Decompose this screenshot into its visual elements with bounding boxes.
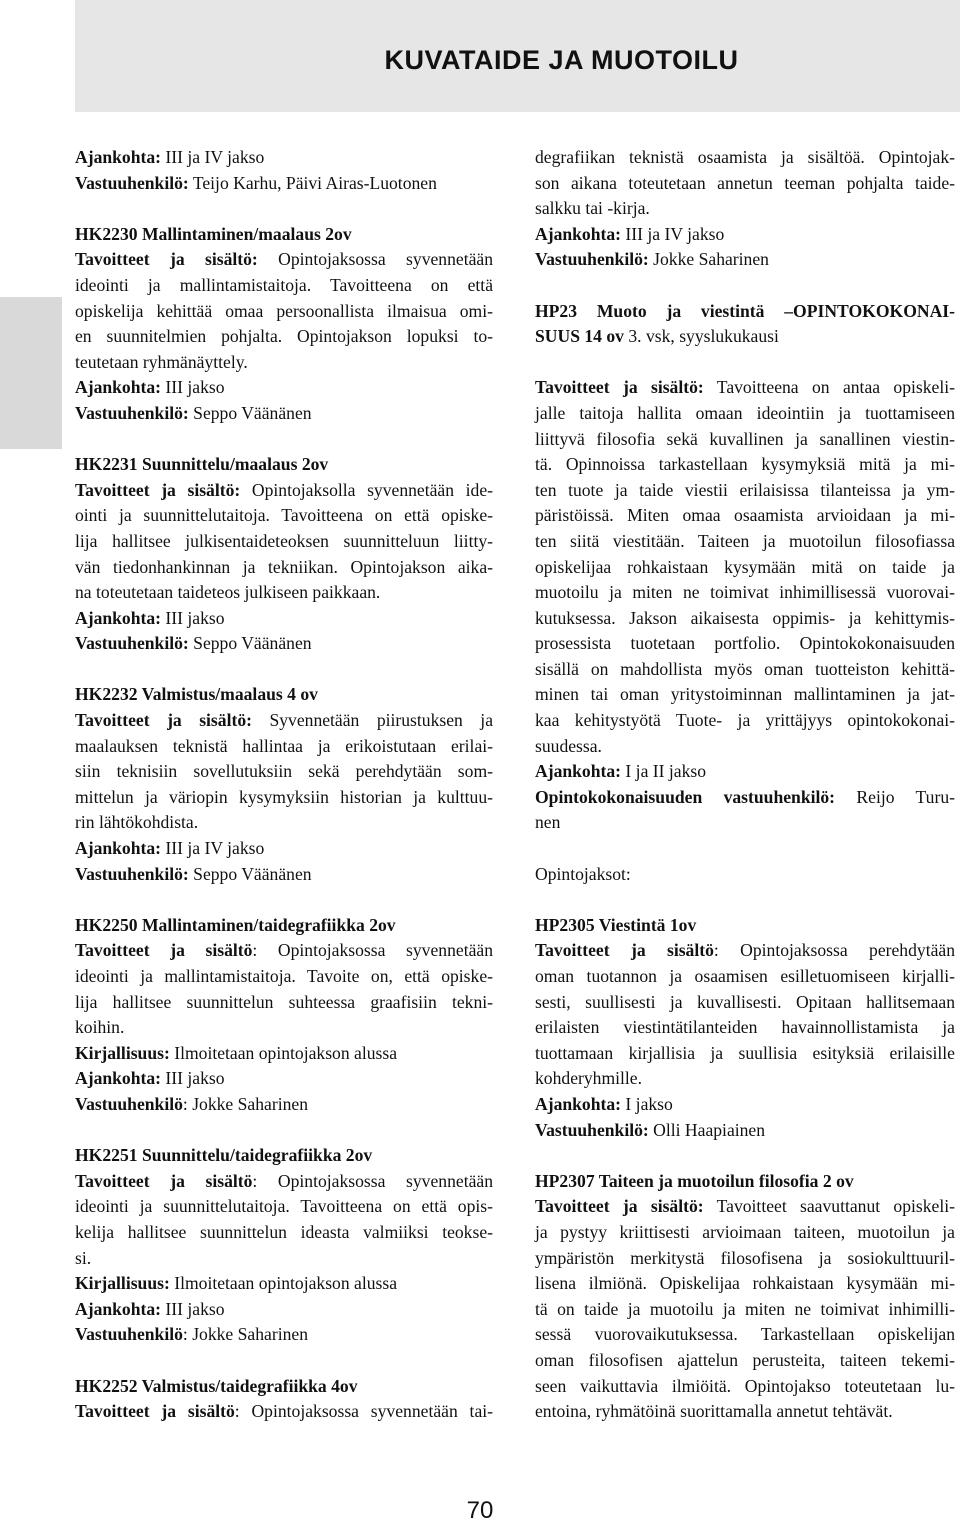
bold-label: Ajankohta: xyxy=(75,377,162,398)
text-line xyxy=(535,1374,955,1400)
paragraph-gap xyxy=(75,196,493,222)
bold-label: Ajankohta: xyxy=(75,147,162,167)
line-text: ten siitä viestitään. Taiteen ja muotoilun filosofiassa xyxy=(535,530,955,551)
text-line xyxy=(535,478,955,504)
line-text: opiskelija kehittää omaa persoonallista ilmaisua omi- xyxy=(75,300,493,321)
bold-label: HK2252 Valmistus/taidegrafiikka 4ov xyxy=(75,1375,358,1396)
line-text: Ilmoitetaan opintojakson alussa xyxy=(169,1042,398,1063)
text-line xyxy=(535,580,955,606)
text-line xyxy=(75,452,493,478)
bold-label: Tavoitteet ja sisältö: xyxy=(75,710,252,731)
line-text: lija hallitsee julkisentaideteoksen suunnitteluun liitty- xyxy=(75,530,493,551)
bold-label: HP2307 Taiteen ja muotoilun filosofia 2 ov xyxy=(535,1170,854,1191)
line-text: vän tiedonhankinnan ja tekniikan. Opintojakson aika- xyxy=(75,556,493,577)
side-tab-marker xyxy=(0,297,62,449)
text-line xyxy=(535,1169,955,1195)
text-line xyxy=(75,375,493,401)
bold-label: Vastuuhenkilö: xyxy=(75,633,189,654)
bold-label: Tavoitteet ja sisältö xyxy=(535,940,714,961)
text-line xyxy=(535,631,955,657)
paragraph-gap xyxy=(535,350,955,376)
bold-label: Vastuuhenkilö: xyxy=(75,402,189,423)
line-text: liittyvä filosofia sekä kuvallinen ja sanallinen viestin- xyxy=(535,428,955,449)
line-text: III jakso xyxy=(161,607,225,628)
line-text: Reijo Turu- xyxy=(835,786,955,807)
line-text: teutetaan ryhmänäyttely. xyxy=(75,351,248,372)
text-line xyxy=(535,657,955,683)
text-line xyxy=(75,759,493,785)
right-column xyxy=(535,145,955,1425)
line-text: oman tuotannon ja osaamisen esilletuomiseen kirjalli- xyxy=(535,966,955,986)
text-line xyxy=(75,1374,493,1400)
line-text: lisena ilmiönä. Opiskelijaa rohkaistaan kysymään mi- xyxy=(535,1273,955,1294)
text-line xyxy=(535,913,955,939)
line-text: entoina, ryhmätöinä suorittamalla annetut tehtävät. xyxy=(535,1401,893,1422)
line-text: Seppo Väänänen xyxy=(188,402,312,423)
line-text: sisällä on mahdollista myös oman tuotteiston kehittä- xyxy=(535,658,955,679)
line-text: Syvennetään piirustuksen ja xyxy=(251,710,494,731)
text-line xyxy=(75,708,493,734)
line-text: sessä vuorovaikutuksessa. Tarkastellaan opiskelijan xyxy=(535,1324,955,1345)
bold-label: HK2250 Mallintaminen/taidegrafiikka 2ov xyxy=(75,914,396,935)
text-line xyxy=(75,1041,493,1067)
text-line xyxy=(75,580,493,606)
bold-label: SUUS 14 ov xyxy=(535,326,624,347)
text-line xyxy=(535,682,955,708)
text-line xyxy=(535,1348,955,1374)
text-line xyxy=(535,759,955,785)
bold-label: HK2251 Suunnittelu/taidegrafiikka 2ov xyxy=(75,1145,373,1166)
line-text: salkku tai -kirja. xyxy=(535,198,650,219)
text-line xyxy=(75,222,493,248)
bold-label: Ajankohta: xyxy=(75,1298,162,1319)
text-line xyxy=(535,734,955,760)
page-header xyxy=(75,0,960,112)
line-text: päristöissä. Miten omaa osaamista arvioidaan ja mi- xyxy=(535,505,955,526)
text-line xyxy=(535,145,955,171)
line-text: : Opintojaksossa syvennetään xyxy=(252,1170,493,1191)
line-text: III ja IV jakso xyxy=(621,223,725,244)
bold-label: Tavoitteet ja sisältö: xyxy=(75,479,241,500)
line-text: jalle taitoja hallita omaan ideointiin ja tuottamiseen xyxy=(535,402,955,423)
line-text: ten tuote ja taide viestii erilaisissa tilanteissa ja ym- xyxy=(535,479,955,500)
line-text: Seppo Väänänen xyxy=(188,863,312,884)
text-line xyxy=(75,1092,493,1118)
text-line xyxy=(535,1092,955,1118)
line-text: Tavoitteet saavuttanut opiskeli- xyxy=(703,1196,956,1217)
line-text: ympäristön merkitystä filosofisena ja sosiokulttuuril- xyxy=(535,1247,955,1268)
text-line xyxy=(535,990,955,1016)
line-text: tä. Opinnoissa tarkastellaan kysymyksiä mitä ja mi- xyxy=(535,454,955,475)
page-number: 70 xyxy=(466,1497,494,1524)
bold-label: HP2305 Viestintä 1ov xyxy=(535,914,697,935)
line-text: son aikana toteutetaan annetun teeman pohjalta taide- xyxy=(535,172,955,193)
line-text: Seppo Väänänen xyxy=(188,633,312,654)
line-text: erilaisten viestintätilanteiden havainnollistamista ja xyxy=(535,1017,955,1038)
text-line xyxy=(535,1220,955,1246)
paragraph-gap xyxy=(535,836,955,862)
text-line xyxy=(535,964,955,990)
bold-label: Vastuuhenkilö: xyxy=(75,863,189,884)
text-line xyxy=(535,427,955,453)
bold-label: Ajankohta: xyxy=(535,223,622,244)
page-title: KUVATAIDE JA MUOTOILU xyxy=(384,45,739,75)
line-text: suudessa. xyxy=(535,735,602,756)
bold-label: Vastuuhenkilö: xyxy=(535,1119,649,1140)
text-line xyxy=(75,1220,493,1246)
line-text: ja pystyy kriittisesti arvioimaan taiteen, muotoilun ja xyxy=(535,1221,955,1242)
text-line xyxy=(535,247,955,273)
line-text: : Jokke Saharinen xyxy=(182,1324,308,1345)
paragraph-gap xyxy=(75,887,493,913)
text-line xyxy=(535,1271,955,1297)
line-text: siin teknisiin sovellutuksiin sekä perehdytään som- xyxy=(75,761,493,782)
line-text: III jakso xyxy=(161,1298,225,1319)
line-text: Tavoitteena on antaa opiskeli- xyxy=(703,377,955,398)
line-text: rin lähtökohdista. xyxy=(75,812,199,833)
paragraph-gap xyxy=(75,1348,493,1374)
line-text: III ja IV jakso xyxy=(161,838,265,859)
line-text: tuottamaan kirjallisia ja suullisia esityksiä erilaisille xyxy=(535,1042,955,1063)
line-text: Opintojaksossa syvennetään xyxy=(257,249,493,270)
text-line xyxy=(535,1041,955,1067)
text-line xyxy=(75,682,493,708)
line-text: ideointi ja mallintamistaitoja. Tavoitteena on että xyxy=(75,274,493,295)
text-line xyxy=(535,708,955,734)
line-text: prosessista tuotetaan portfolio. Opintokokonaisuuden xyxy=(535,633,955,654)
bold-label: Opintokokonaisuuden vastuuhenkilö: xyxy=(535,786,836,807)
text-line xyxy=(535,529,955,555)
paragraph-gap xyxy=(75,657,493,683)
text-line xyxy=(535,196,955,222)
text-line xyxy=(535,1118,955,1144)
bold-label: HK2232 Valmistus/maalaus 4 ov xyxy=(75,684,318,705)
text-line xyxy=(535,810,955,836)
line-text: : Opintojaksossa syvennetään xyxy=(252,940,493,961)
bold-label: Vastuuhenkilö xyxy=(75,1093,183,1114)
text-line xyxy=(75,171,493,197)
text-line xyxy=(75,1169,493,1195)
line-text: en suunnitelmien pohjalta. Opintojakson lopuksi to- xyxy=(75,326,493,347)
line-text: kelija hallitsee suunnittelun ideasta valmiiksi teokse- xyxy=(75,1221,493,1242)
text-line xyxy=(75,810,493,836)
line-text: opiskelijaa rohkaistaan kysymään mitä on taide ja xyxy=(535,556,955,577)
line-text: sesti, suullisesti ja kuvallisesti. Opitaan hallitsemaan xyxy=(535,991,955,1012)
text-line xyxy=(75,938,493,964)
line-text: kohderyhmille. xyxy=(535,1068,643,1089)
paragraph-gap xyxy=(75,427,493,453)
bold-label: Vastuuhenkilö: xyxy=(75,172,189,193)
text-line xyxy=(75,324,493,350)
bold-label: Kirjallisuus: xyxy=(75,1273,170,1294)
line-text: koihin. xyxy=(75,1017,125,1038)
text-line xyxy=(75,299,493,325)
line-text: III ja IV jakso xyxy=(161,147,265,167)
line-text: kaa kehitystyötä Tuote- ja yrittäjyys opintokokonai- xyxy=(535,710,955,731)
bold-label: Vastuuhenkilö xyxy=(75,1324,183,1345)
line-text: Olli Haapiainen xyxy=(648,1119,766,1140)
text-line xyxy=(535,375,955,401)
text-line xyxy=(75,1322,493,1348)
line-text: : Opintojaksossa syvennetään tai- xyxy=(234,1401,493,1422)
text-line xyxy=(75,734,493,760)
line-text: : Jokke Saharinen xyxy=(182,1093,308,1114)
text-line xyxy=(535,171,955,197)
text-line xyxy=(75,1015,493,1041)
text-line xyxy=(75,990,493,1016)
line-text: III jakso xyxy=(161,377,225,398)
line-text: ointi ja suunnittelutaitoja. Tavoitteena on että opiske- xyxy=(75,505,493,526)
line-text: I ja II jakso xyxy=(621,761,707,782)
text-line xyxy=(535,299,955,325)
line-text: : Opintojaksossa perehdytään xyxy=(713,940,956,961)
text-line xyxy=(535,606,955,632)
text-line xyxy=(535,222,955,248)
text-line xyxy=(535,862,955,888)
line-text: Teijo Karhu, Päivi Airas-Luotonen xyxy=(188,172,437,193)
line-text: Opintojaksolla syvennetään ide- xyxy=(240,479,494,500)
text-line xyxy=(75,1271,493,1297)
bold-label: Tavoitteet ja sisältö: xyxy=(75,249,258,270)
bold-label: Ajankohta: xyxy=(535,1093,622,1114)
text-line xyxy=(75,862,493,888)
text-line xyxy=(535,503,955,529)
text-line xyxy=(535,1246,955,1272)
text-line xyxy=(75,503,493,529)
bold-label: Tavoitteet ja sisältö xyxy=(75,1170,253,1191)
text-line xyxy=(75,964,493,990)
paragraph-gap xyxy=(535,1143,955,1169)
text-line xyxy=(75,1066,493,1092)
bold-label: Tavoitteet ja sisältö xyxy=(75,1401,235,1422)
line-text: Ilmoitetaan opintojakson alussa xyxy=(169,1273,398,1294)
line-text: degrafiikan teknistä osaamista ja sisältöä. Opintojak- xyxy=(535,147,955,167)
bold-label: Ajankohta: xyxy=(75,1068,162,1089)
text-line xyxy=(75,1399,493,1425)
line-text: maalauksen teknistä hallintaa ja erikoistutaan erilai- xyxy=(75,735,493,756)
bold-label: Ajankohta: xyxy=(75,607,162,628)
line-text: III jakso xyxy=(161,1068,225,1089)
text-line xyxy=(535,1015,955,1041)
line-text: seen vaikuttavia ilmiöitä. Opintojakso toteutetaan lu- xyxy=(535,1375,955,1396)
text-line xyxy=(75,273,493,299)
text-line xyxy=(535,1066,955,1092)
text-line xyxy=(535,1194,955,1220)
text-line xyxy=(75,836,493,862)
text-line xyxy=(535,1399,955,1425)
bold-label: Tavoitteet ja sisältö xyxy=(75,940,253,961)
line-text: oman filosofisen ajattelun perusteita, taiteen tekemi- xyxy=(535,1349,955,1370)
paragraph-gap xyxy=(535,887,955,913)
text-line xyxy=(75,350,493,376)
text-line xyxy=(75,529,493,555)
text-line xyxy=(75,785,493,811)
text-line xyxy=(535,401,955,427)
line-text: minen tai oman yritystoiminnan mallintaminen ja jat- xyxy=(535,684,955,705)
text-line xyxy=(75,606,493,632)
line-text: I jakso xyxy=(621,1093,673,1114)
text-line xyxy=(535,1297,955,1323)
left-column xyxy=(75,145,493,1425)
text-line xyxy=(75,247,493,273)
bold-label: HK2231 Suunnittelu/maalaus 2ov xyxy=(75,454,329,475)
bold-label: Tavoitteet ja sisältö: xyxy=(535,1196,704,1217)
paragraph-gap xyxy=(75,1118,493,1144)
bold-label: Tavoitteet ja sisältö: xyxy=(535,377,704,398)
text-line xyxy=(75,631,493,657)
line-text: lija hallitsee suunnittelun suhteessa graafisiin tekni- xyxy=(75,991,493,1012)
bold-label: HP23 Muoto ja viestintä –OPINTOKOKONAI- xyxy=(535,300,955,321)
bold-label: Ajankohta: xyxy=(535,761,622,782)
line-text: muotoilu ja miten ne toimivat inhimillisessä vuorovai- xyxy=(535,582,955,603)
text-line xyxy=(75,1194,493,1220)
text-line xyxy=(535,555,955,581)
line-text: tä on taide ja muotoilu ja miten ne toimivat inhimilli- xyxy=(535,1298,955,1319)
line-text: 3. vsk, syyslukukausi xyxy=(623,326,779,347)
line-text: ideointi ja mallintamistaitoja. Tavoite on, että opiske- xyxy=(75,966,493,986)
line-text: na toteutetaan taideteos julkiseen paikkaan. xyxy=(75,582,381,603)
text-line xyxy=(535,785,955,811)
text-line xyxy=(75,401,493,427)
text-line xyxy=(75,1246,493,1272)
text-line xyxy=(535,324,955,350)
bold-label: Vastuuhenkilö: xyxy=(535,249,649,270)
bold-label: Kirjallisuus: xyxy=(75,1042,170,1063)
bold-label: Ajankohta: xyxy=(75,838,162,859)
line-text: nen xyxy=(535,812,561,833)
text-line xyxy=(535,452,955,478)
text-line xyxy=(75,1143,493,1169)
text-line xyxy=(75,478,493,504)
text-line xyxy=(535,938,955,964)
line-text: kutuksessa. Jakson aikaisesta oppimis- ja kehittymis- xyxy=(535,607,955,628)
text-line xyxy=(75,913,493,939)
line-text: si. xyxy=(75,1247,92,1268)
line-text: Opintojaksot: xyxy=(535,863,631,884)
paragraph-gap xyxy=(535,273,955,299)
text-line xyxy=(535,1322,955,1348)
bold-label: HK2230 Mallintaminen/maalaus 2ov xyxy=(75,223,352,244)
line-text: ideointi ja suunnittelutaitoja. Tavoitteena on että opis- xyxy=(75,1196,493,1217)
line-text: Jokke Saharinen xyxy=(648,249,769,270)
text-line xyxy=(75,1297,493,1323)
text-line xyxy=(75,555,493,581)
text-line xyxy=(75,145,493,171)
line-text: mittelun ja väriopin kysymyksiin historian ja kulttuu- xyxy=(75,786,493,807)
